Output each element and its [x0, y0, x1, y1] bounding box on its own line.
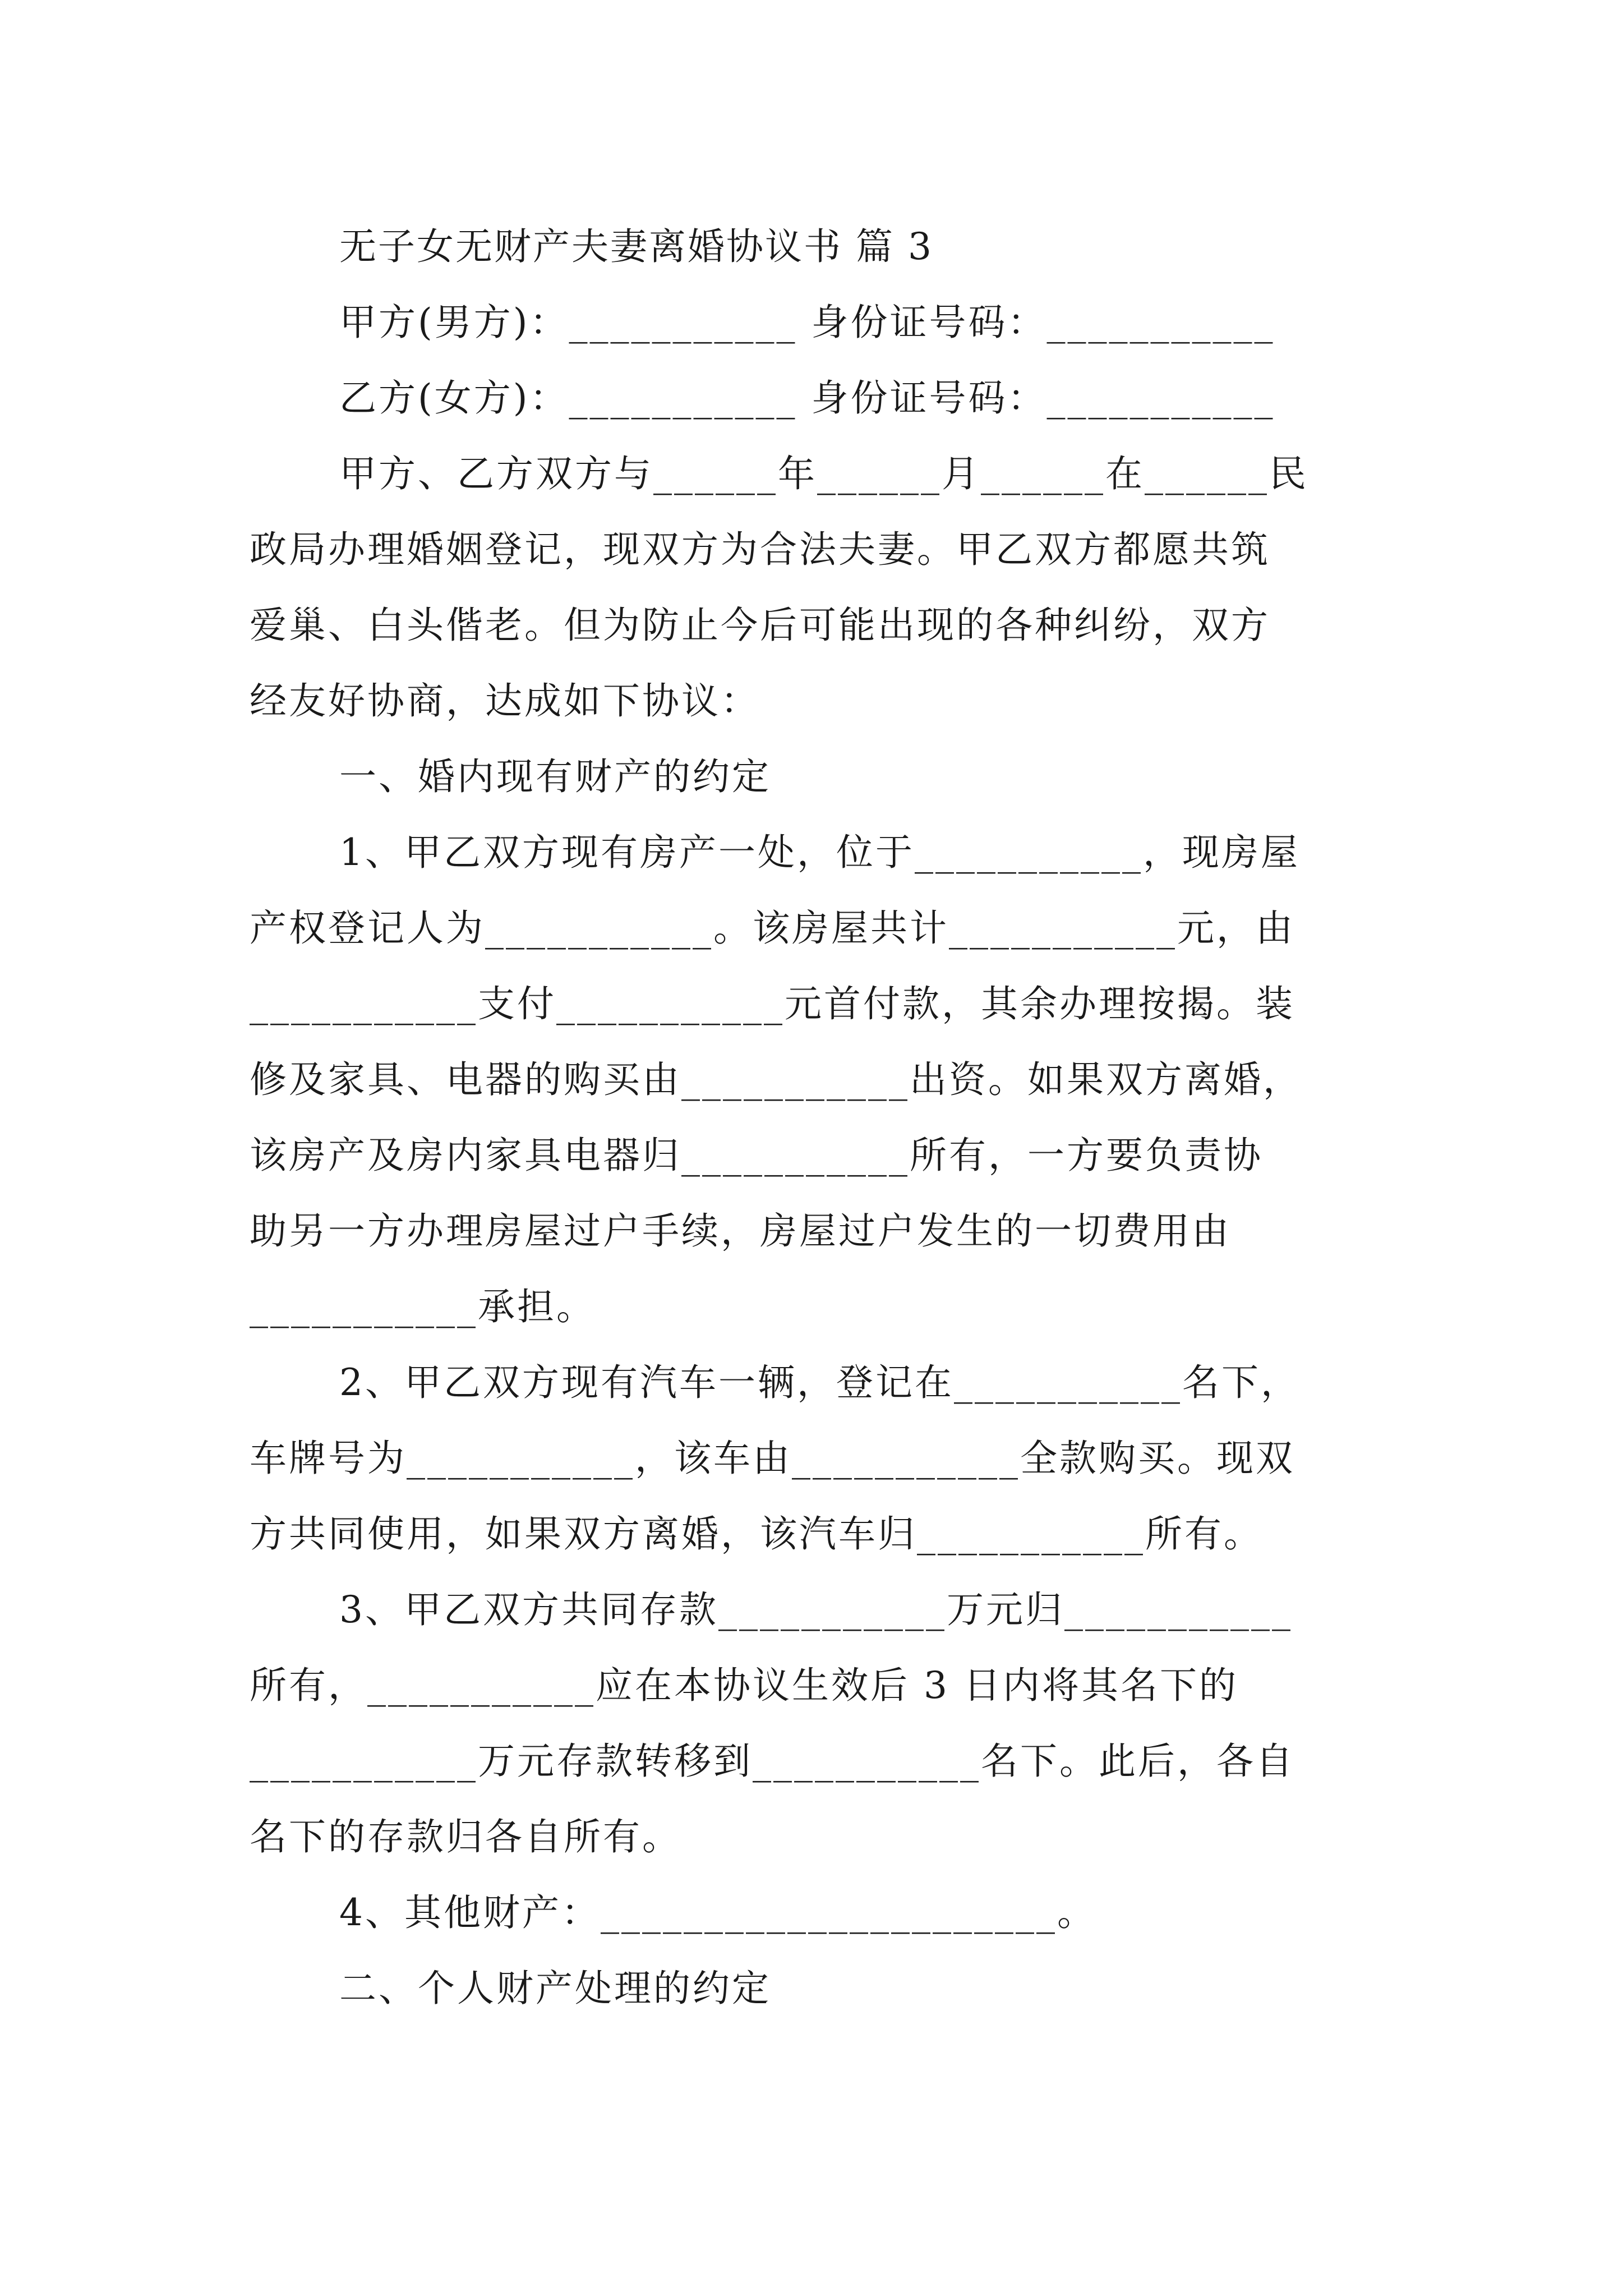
paragraph-line: 所有，___________应在本协议生效后 3 日内将其名下的 — [250, 1664, 1238, 1707]
party-b-line: 乙方(女方)：___________ 身份证号码：___________ — [339, 376, 1275, 420]
paragraph-line: 4、其他财产：______________________。 — [339, 1891, 1096, 1934]
document-title: 无子女无财产夫妻离婚协议书 篇 3 — [339, 225, 933, 268]
paragraph-line: 3、甲乙双方共同存款___________万元归___________ — [339, 1588, 1293, 1631]
paragraph-line: ___________支付___________元首付款，其余办理按揭。装 — [250, 982, 1295, 1025]
paragraph-line: 产权登记人为___________。该房屋共计___________元，由 — [250, 907, 1295, 950]
paragraph-line: 车牌号为___________，该车由___________全款购买。现双 — [250, 1437, 1295, 1480]
party-a-line: 甲方(男方)：___________ 身份证号码：___________ — [339, 301, 1275, 344]
section-heading-2: 二、个人财产处理的约定 — [339, 1967, 771, 2010]
paragraph-line: 名下的存款归各自所有。 — [250, 1815, 681, 1858]
paragraph-line: 政局办理婚姻登记，现双方为合法夫妻。甲乙双方都愿共筑 — [250, 528, 1270, 571]
paragraph-line: 1、甲乙双方现有房产一处，位于___________，现房屋 — [339, 831, 1300, 874]
paragraph-line: 爱巢、白头偕老。但为防止今后可能出现的各种纠纷，双方 — [250, 604, 1270, 647]
paragraph-line: 2、甲乙双方现有汽车一辆，登记在___________名下， — [339, 1361, 1300, 1404]
paragraph-line: 经友好协商，达成如下协议： — [250, 679, 760, 723]
paragraph-line: 修及家具、电器的购买由___________出资。如果双方离婚， — [250, 1058, 1302, 1101]
paragraph-line: 助另一方办理房屋过户手续，房屋过户发生的一切费用由 — [250, 1209, 1231, 1253]
paragraph-line: 甲方、乙方双方与______年______月______在______民 — [339, 452, 1308, 495]
paragraph-line: 该房产及房内家具电器归___________所有，一方要负责协 — [250, 1134, 1263, 1177]
paragraph-line: 方共同使用，如果双方离婚，该汽车归___________所有。 — [250, 1512, 1263, 1556]
paragraph-line: ___________万元存款转移到___________名下。此后，各自 — [250, 1740, 1295, 1783]
section-heading-1: 一、婚内现有财产的约定 — [339, 755, 771, 798]
paragraph-line: ___________承担。 — [250, 1285, 596, 1328]
